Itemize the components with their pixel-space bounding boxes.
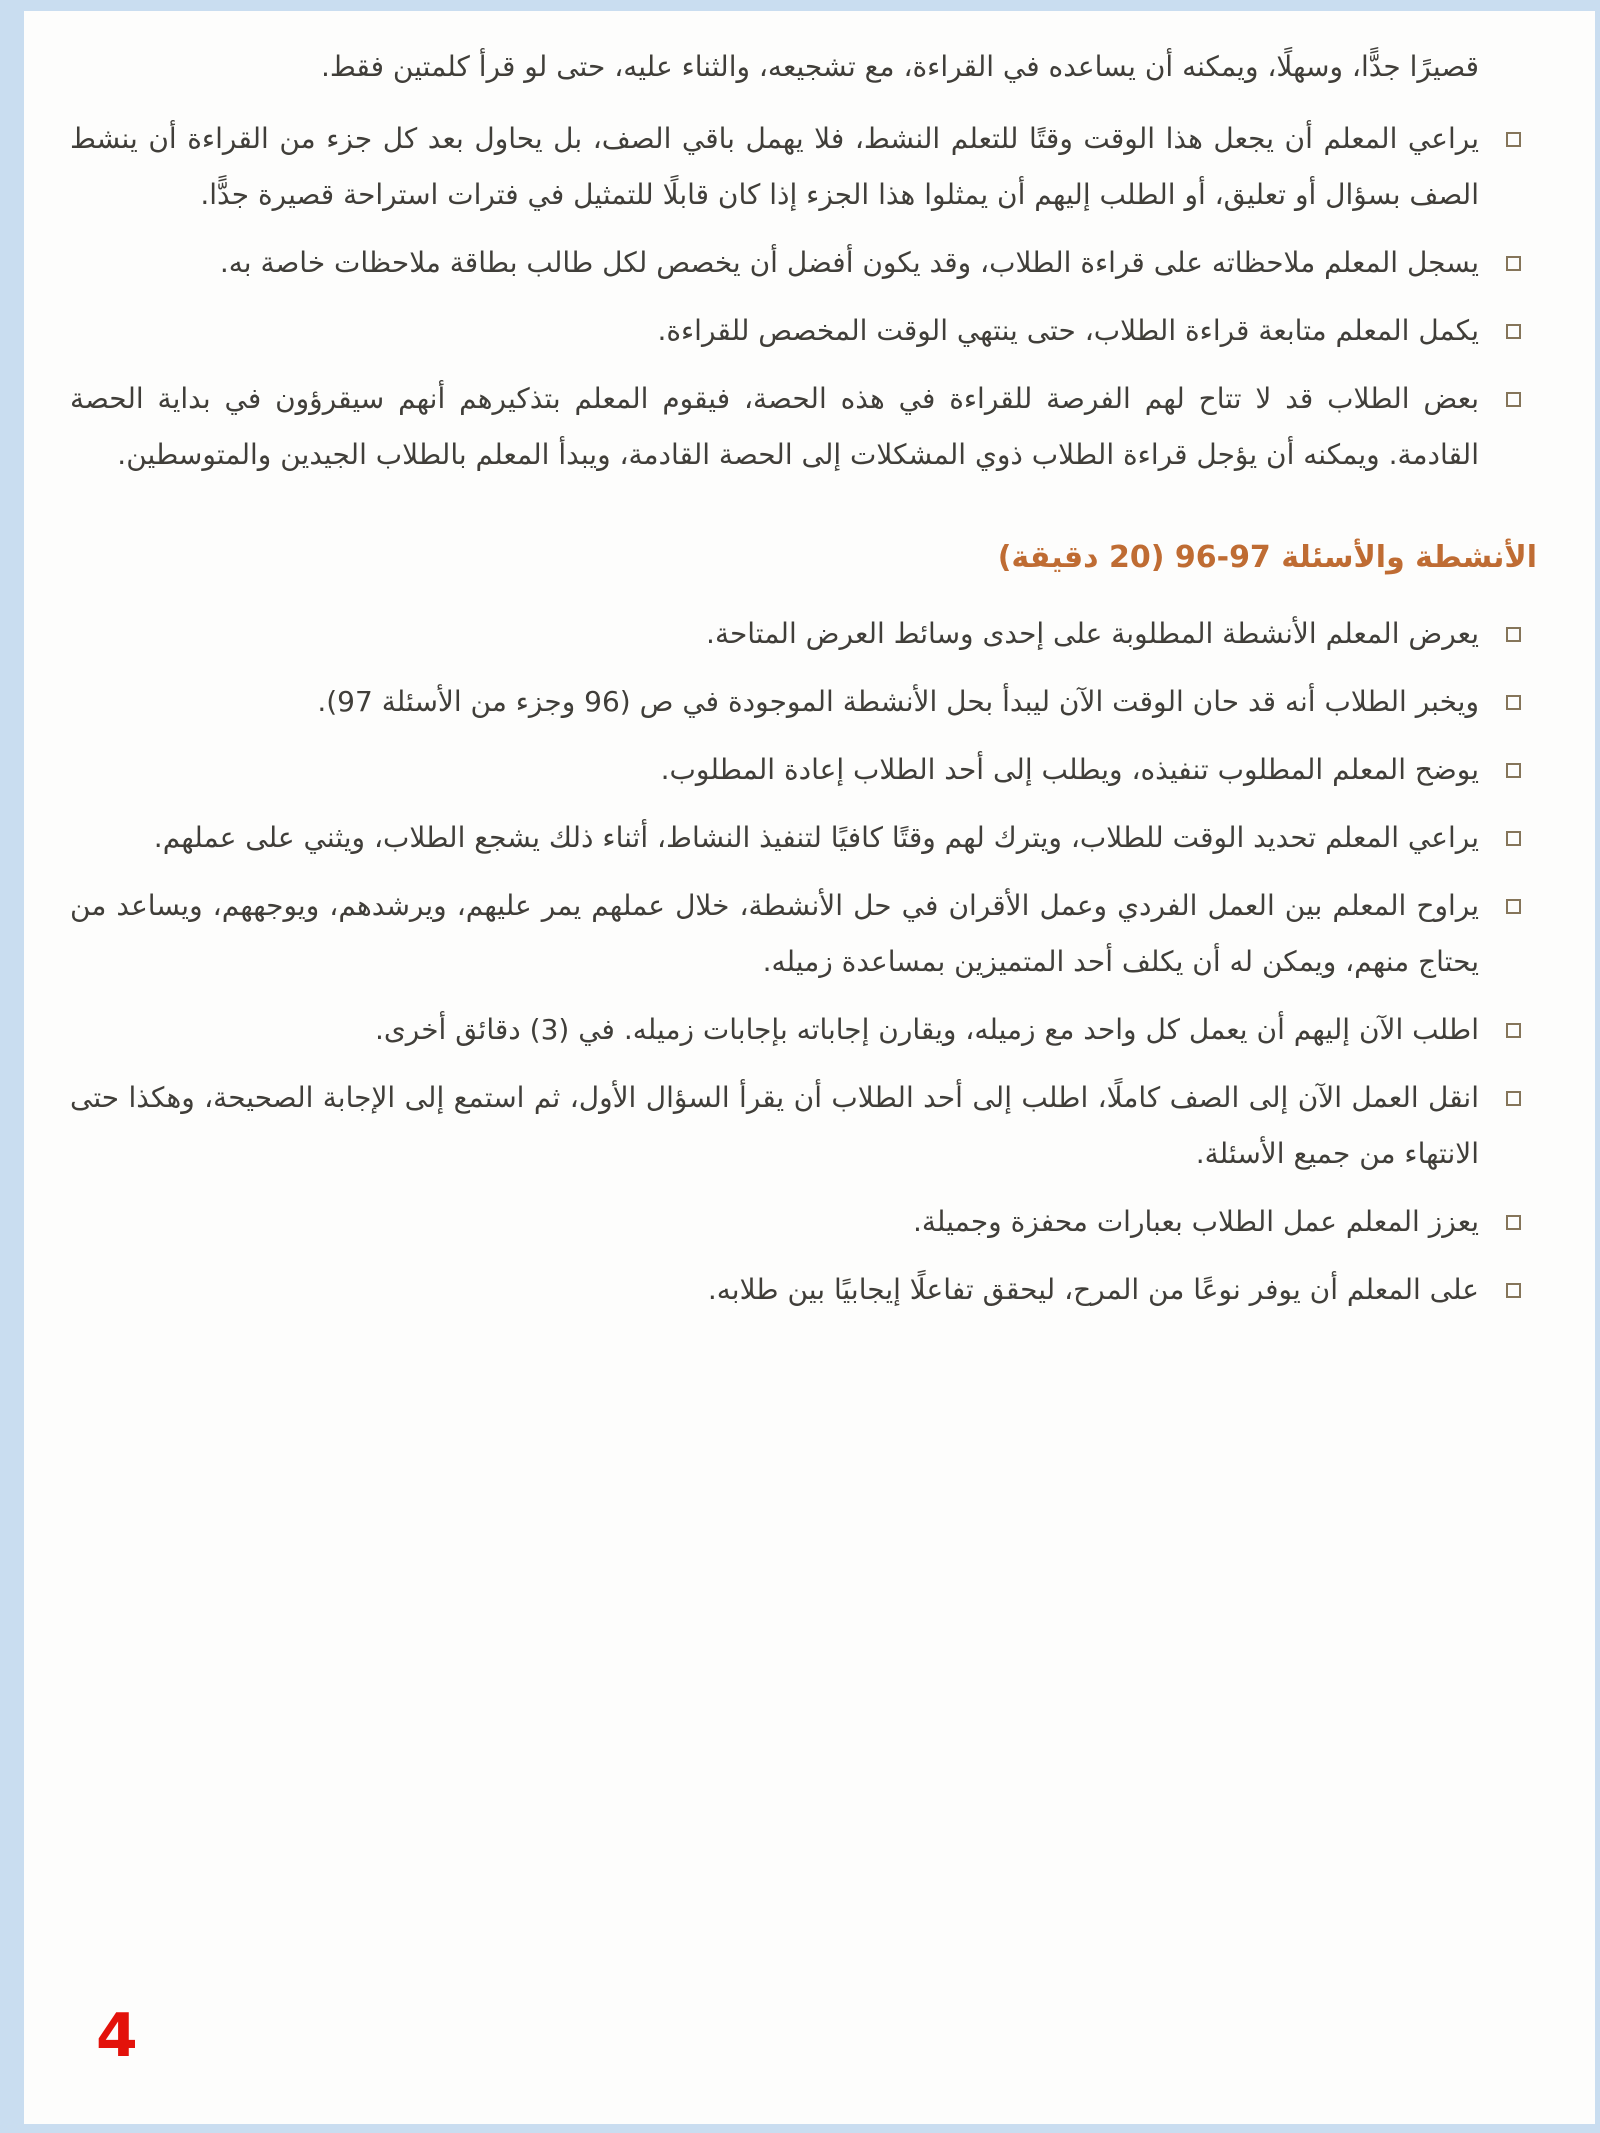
section-heading: الأنشطة والأسئلة 97-96 (20 دقيقة)	[997, 540, 1537, 575]
bullet-square-icon	[1506, 132, 1521, 147]
list-item-text: ويخبر الطلاب أنه قد حان الوقت الآن ليبدأ بحل الأنشطة الموجودة في ص (96 وجزء من الأسئلة 97).	[317, 685, 1479, 718]
bullet-square-icon	[1506, 899, 1521, 914]
bullet-square-icon	[1506, 324, 1521, 339]
list-item-text: يراوح المعلم بين العمل الفردي وعمل الأقران في حل الأنشطة، خلال عملهم يمر عليهم، ويرشدهم، ويوجههم، ويساعد من يحتاج منهم، ويمكن له أن يكلف أحد المتميزين بمساعدة زميله.	[70, 889, 1479, 978]
list-item	[70, 1002, 1537, 1058]
list-item	[70, 303, 1537, 359]
document-page	[24, 11, 1595, 2124]
list-item-text: يراعي المعلم أن يجعل هذا الوقت وقتًا للتعلم النشط، فلا يهمل باقي الصف، بل يحاول بعد كل جزء من القراءة أن ينشط الصف بسؤال أو تعليق، أو الطلب إليهم أن يمثلوا هذا الجزء إذا كان قابلًا للتمثيل في فترات استراحة قصيرة جدًّا.	[70, 122, 1479, 211]
bullet-square-icon	[1506, 1023, 1521, 1038]
list-item	[70, 810, 1537, 866]
list-item-text: انقل العمل الآن إلى الصف كاملًا، اطلب إلى أحد الطلاب أن يقرأ السؤال الأول، ثم استمع إلى الإجابة الصحيحة، وهكذا حتى الانتهاء من جميع الأسئلة.	[70, 1081, 1479, 1170]
list-item	[70, 1262, 1537, 1318]
list-item-text: اطلب الآن إليهم أن يعمل كل واحد مع زميله، ويقارن إجاباته بإجابات زميله. في (3) دقائق أخرى.	[374, 1013, 1479, 1046]
list-item	[70, 1070, 1537, 1182]
bullet-square-icon	[1506, 392, 1521, 407]
list-item	[70, 742, 1537, 798]
list-item	[70, 235, 1537, 291]
list-item-text: يكمل المعلم متابعة قراءة الطلاب، حتى ينتهي الوقت المخصص للقراءة.	[657, 314, 1479, 347]
list-item-text: يعزز المعلم عمل الطلاب بعبارات محفزة وجميلة.	[913, 1205, 1479, 1238]
list-item-text: يوضح المعلم المطلوب تنفيذه، ويطلب إلى أحد الطلاب إعادة المطلوب.	[660, 753, 1479, 786]
bullet-square-icon	[1506, 763, 1521, 778]
list-item-text: على المعلم أن يوفر نوعًا من المرح، ليحقق تفاعلًا إيجابيًا بين طلابه.	[707, 1273, 1479, 1306]
list-item	[70, 111, 1537, 223]
list-item	[70, 878, 1537, 990]
page-content	[70, 39, 1537, 1330]
bullet-square-icon	[1506, 831, 1521, 846]
list-item	[70, 1194, 1537, 1250]
list-item	[70, 674, 1537, 730]
bullet-square-icon	[1506, 695, 1521, 710]
list-item-text: يراعي المعلم تحديد الوقت للطلاب، ويترك لهم وقتًا كافيًا لتنفيذ النشاط، أثناء ذلك يشجع الطلاب، ويثني على عملهم.	[153, 821, 1479, 854]
list-item-text: يعرض المعلم الأنشطة المطلوبة على إحدى وسائط العرض المتاحة.	[706, 617, 1479, 650]
continuation-paragraph: قصيرًا جدًّا، وسهلًا، ويمكنه أن يساعده في القراءة، مع تشجيعه، والثناء عليه، حتى لو قرأ كلمتين فقط.	[320, 50, 1479, 83]
bullet-square-icon	[1506, 1283, 1521, 1298]
list-item-text: بعض الطلاب قد لا تتاح لهم الفرصة للقراءة في هذه الحصة، فيقوم المعلم بتذكيرهم أنهم سيقرؤون في بداية الحصة القادمة. ويمكنه أن يؤجل قراءة الطلاب ذوي المشكلات إلى الحصة القادمة، ويبدأ المعلم بالطلاب الجيدين والمتوسطين.	[70, 382, 1479, 471]
bullet-square-icon	[1506, 256, 1521, 271]
bullet-square-icon	[1506, 1091, 1521, 1106]
reading-bullet-list	[70, 111, 1537, 483]
list-item	[70, 371, 1537, 483]
page-number: 4	[96, 2001, 138, 2071]
bullet-square-icon	[1506, 627, 1521, 642]
bullet-square-icon	[1506, 1215, 1521, 1230]
list-item-text: يسجل المعلم ملاحظاته على قراءة الطلاب، وقد يكون أفضل أن يخصص لكل طالب بطاقة ملاحظات خاصة به.	[219, 246, 1479, 279]
list-item	[70, 606, 1537, 662]
activities-bullet-list	[70, 606, 1537, 1318]
